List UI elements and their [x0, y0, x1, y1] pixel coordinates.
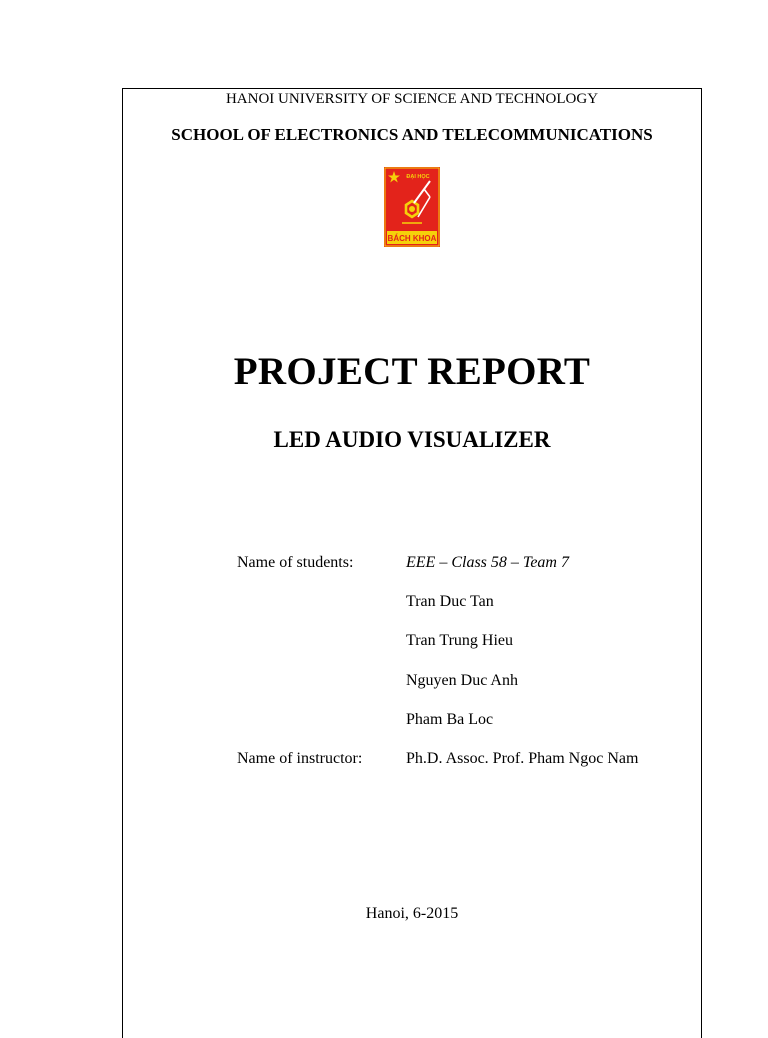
cover-page-frame — [122, 88, 702, 1038]
student-name: Nguyen Duc Anh — [406, 672, 518, 689]
team-name: EEE – Class 58 – Team 7 — [406, 554, 569, 571]
students-label: Name of students: — [237, 554, 354, 571]
logo-bottom-text: BÁCH KHOA — [387, 234, 437, 243]
student-name: Tran Trung Hieu — [406, 632, 513, 649]
school-name: SCHOOL OF ELECTRONICS AND TELECOMMUNICATIONS — [171, 125, 653, 144]
logo-top-text: ĐẠI HỌC — [406, 174, 430, 180]
student-name: Pham Ba Loc — [406, 711, 494, 728]
bach-khoa-logo-icon — [384, 167, 440, 247]
report-title: PROJECT REPORT — [233, 350, 591, 393]
report-subtitle: LED AUDIO VISUALIZER — [273, 427, 551, 452]
university-name: HANOI UNIVERSITY OF SCIENCE AND TECHNOLOGY — [225, 91, 599, 107]
instructor-label: Name of instructor: — [237, 750, 363, 767]
student-name: Tran Duc Tan — [406, 593, 494, 610]
place-date: Hanoi, 6-2015 — [365, 905, 459, 922]
instructor-name: Ph.D. Assoc. Prof. Pham Ngoc Nam — [406, 750, 639, 767]
